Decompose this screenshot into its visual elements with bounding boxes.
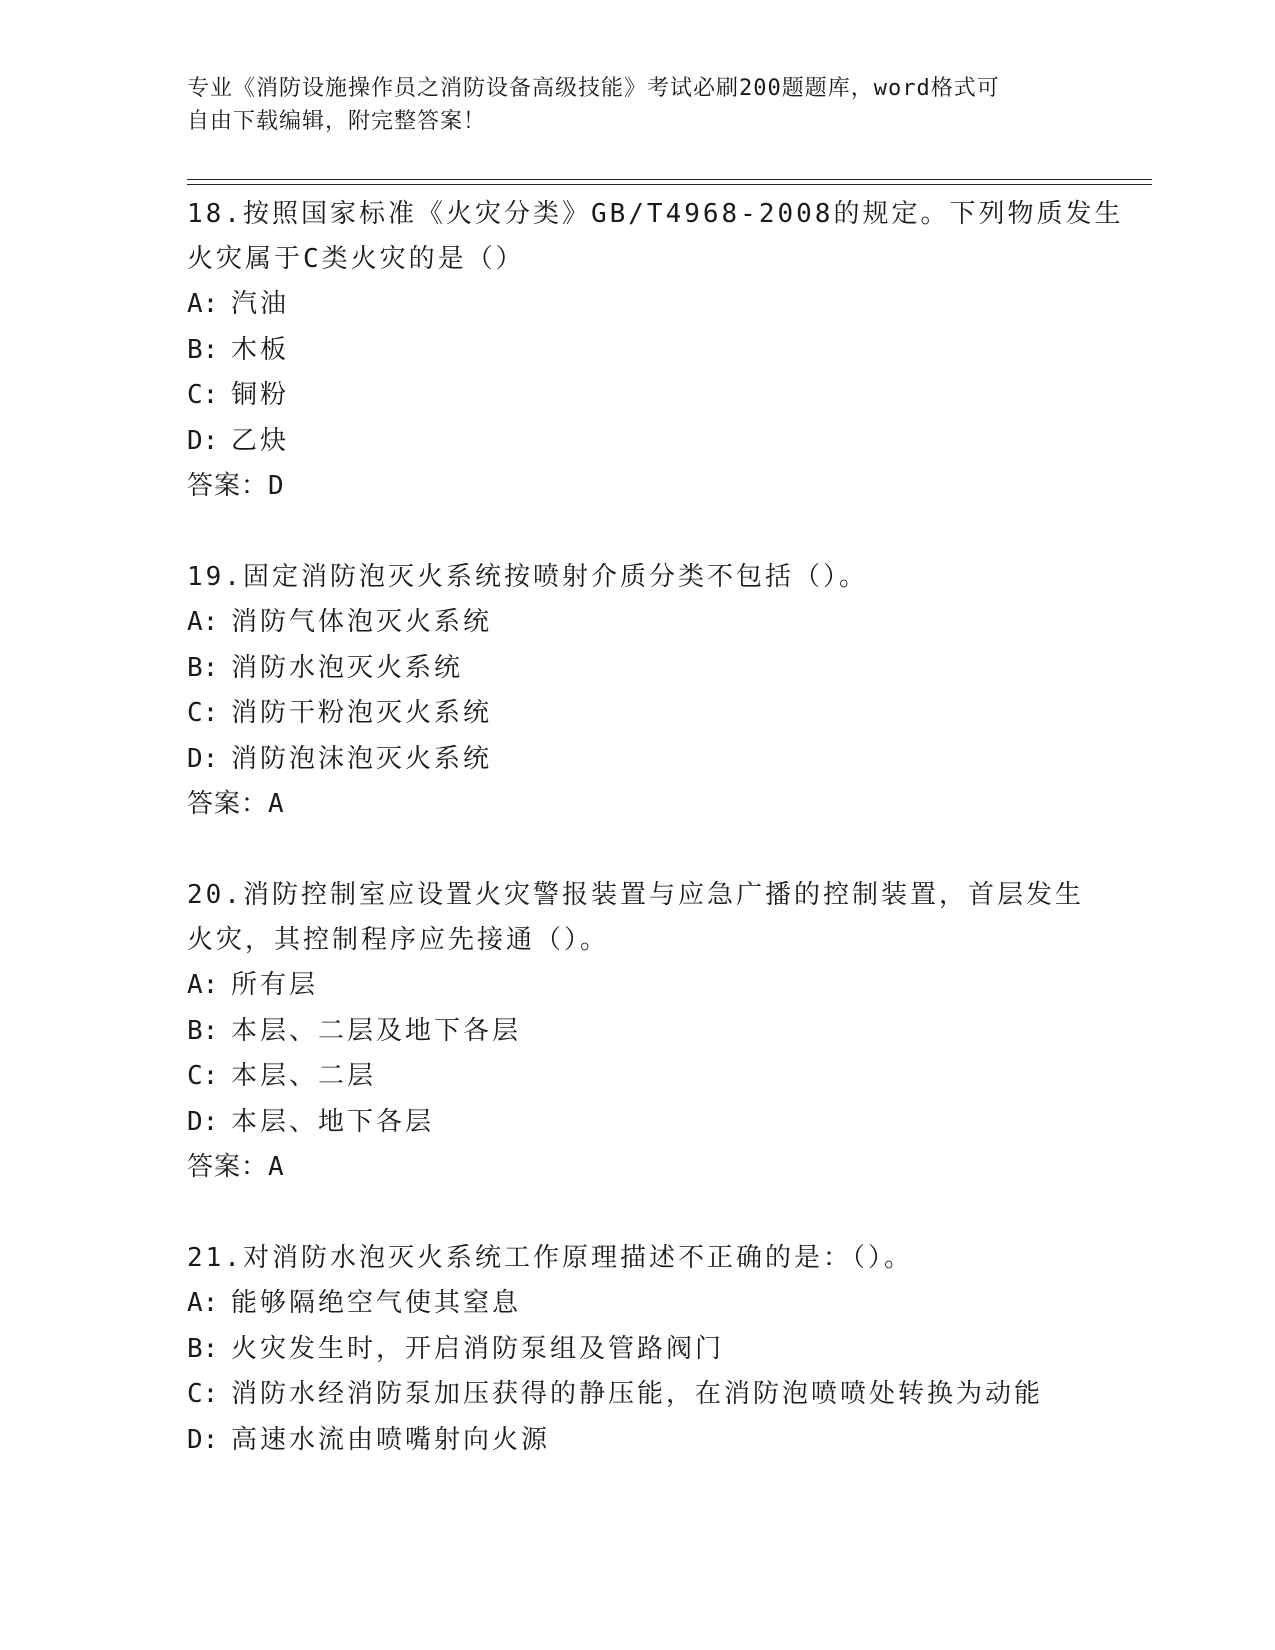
question-text: 20.消防控制室应设置火灾警报装置与应急广播的控制装置，首层发生 <box>187 880 1084 910</box>
option-letter: A: <box>187 607 219 637</box>
option-letter: D: <box>187 1106 219 1137</box>
option-d <box>187 737 1147 783</box>
option-text: 本层、二层及地下各层 <box>231 1015 522 1046</box>
header-divider-top <box>187 179 1152 180</box>
option-letter: B: <box>187 1015 219 1046</box>
question-text: 19.固定消防泡灭火系统按喷射介质分类不包括（）。 <box>187 562 868 592</box>
option-text: 所有层 <box>231 970 319 1000</box>
question-text: 18.按照国家标准《火灾分类》GB/T4968-2008的规定。下列物质发生 <box>187 199 1124 229</box>
option-text: 乙炔 <box>231 425 290 456</box>
option-letter: A: <box>187 1288 219 1318</box>
answer-value: A <box>268 789 285 819</box>
option-letter: B: <box>187 652 219 683</box>
option-b <box>187 646 1147 692</box>
option-letter: B: <box>187 334 219 365</box>
question-text: 火灾属于C类火灾的是（） <box>187 244 525 274</box>
document-header <box>187 72 1087 138</box>
option-text: 消防水泡灭火系统 <box>231 652 464 683</box>
option-c <box>187 691 1147 737</box>
header-line-2: 自由下载编辑，附完整答案！ <box>187 109 487 134</box>
option-text: 火灾发生时，开启消防泵组及管路阀门 <box>231 1333 725 1364</box>
option-text: 铜粉 <box>231 380 290 410</box>
option-a <box>187 963 1147 1009</box>
option-text: 能够隔绝空气使其窒息 <box>231 1288 522 1318</box>
option-d <box>187 1418 1147 1464</box>
answer-label: 答案： <box>187 471 269 501</box>
option-letter: C: <box>187 380 219 410</box>
option-c <box>187 373 1147 419</box>
question-18 <box>187 192 1147 509</box>
option-b <box>187 1327 1147 1373</box>
option-a <box>187 600 1147 646</box>
answer-value: A <box>268 1152 285 1182</box>
option-a <box>187 1281 1147 1327</box>
header-divider-bottom <box>187 184 1152 185</box>
option-letter: C: <box>187 1379 219 1409</box>
option-letter: A: <box>187 970 219 1000</box>
question-21 <box>187 1236 1147 1463</box>
option-text: 高速水流由喷嘴射向火源 <box>231 1424 551 1455</box>
option-text: 汽油 <box>231 289 290 319</box>
answer-value: D <box>268 471 285 501</box>
option-text: 木板 <box>231 334 290 365</box>
answer-line <box>187 782 1147 827</box>
question-text: 火灾，其控制程序应先接通（）。 <box>187 925 610 955</box>
option-c <box>187 1372 1147 1418</box>
option-letter: D: <box>187 743 219 774</box>
answer-label: 答案： <box>187 789 269 819</box>
answer-line <box>187 464 1147 509</box>
header-line-1: 专业《消防设施操作员之消防设备高级技能》考试必刷200题题库，word格式可 <box>187 76 1000 101</box>
option-letter: D: <box>187 425 219 456</box>
option-letter: C: <box>187 698 219 728</box>
option-a <box>187 282 1147 328</box>
option-c <box>187 1054 1147 1100</box>
answer-label: 答案： <box>187 1152 269 1182</box>
question-text: 21.对消防水泡灭火系统工作原理描述不正确的是：（）。 <box>187 1243 913 1273</box>
option-letter: D: <box>187 1424 219 1455</box>
answer-line <box>187 1145 1147 1190</box>
option-text: 本层、地下各层 <box>231 1106 435 1137</box>
option-letter: B: <box>187 1333 219 1364</box>
option-letter: A: <box>187 289 219 319</box>
question-19 <box>187 555 1147 827</box>
question-20 <box>187 873 1147 1190</box>
option-letter: C: <box>187 1061 219 1091</box>
option-b <box>187 1009 1147 1055</box>
option-b <box>187 328 1147 374</box>
option-d <box>187 1100 1147 1146</box>
question-list <box>187 192 1147 1509</box>
option-text: 消防气体泡灭火系统 <box>231 607 493 637</box>
option-text: 消防干粉泡灭火系统 <box>231 698 493 728</box>
option-text: 本层、二层 <box>231 1061 377 1091</box>
option-text: 消防水经消防泵加压获得的静压能，在消防泡喷喷处转换为动能 <box>231 1379 1044 1409</box>
option-d <box>187 419 1147 465</box>
option-text: 消防泡沫泡灭火系统 <box>231 743 493 774</box>
